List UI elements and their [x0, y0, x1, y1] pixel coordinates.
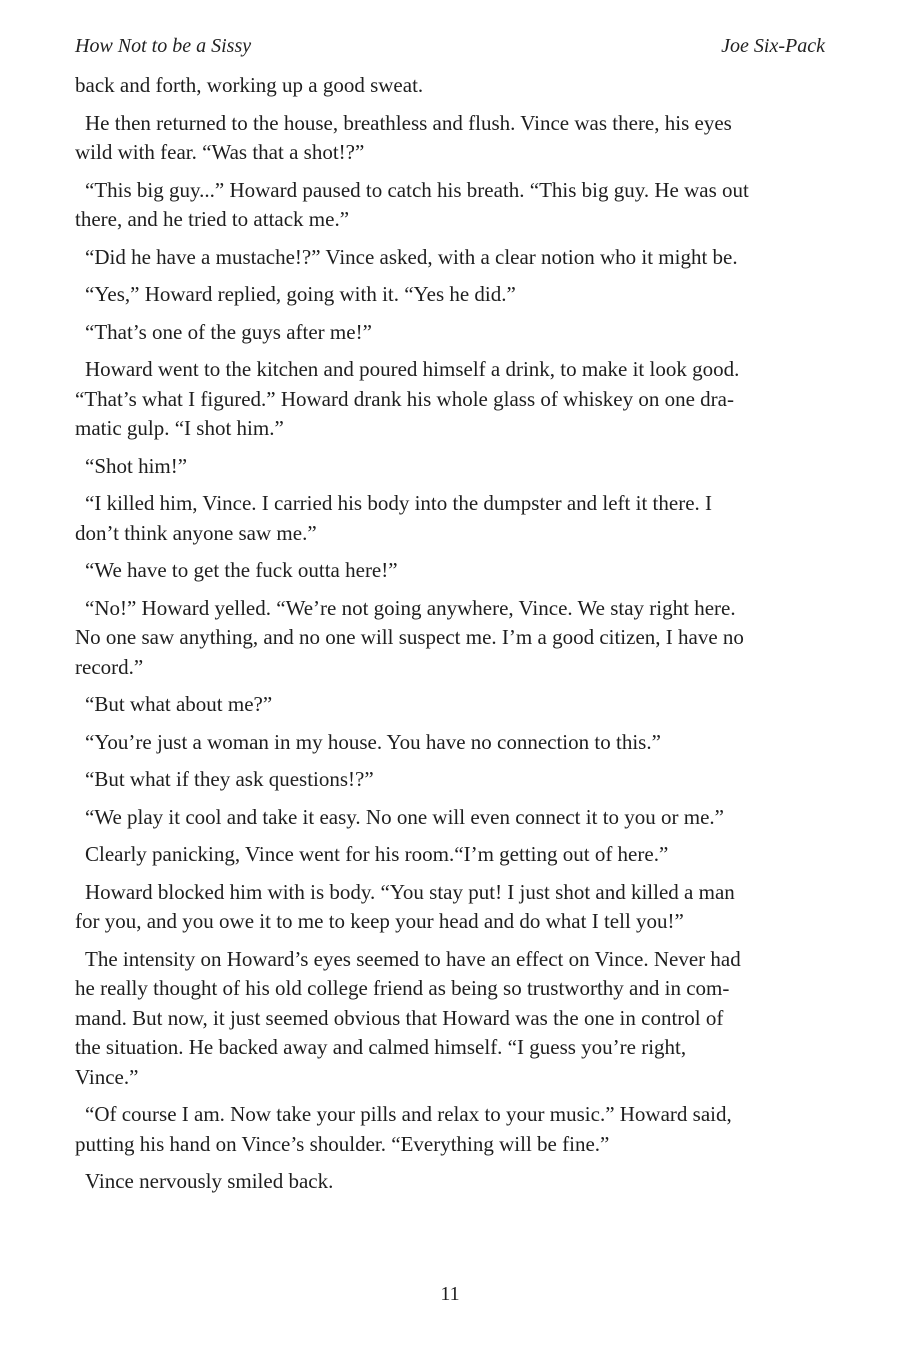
text-line: He then returned to the house, breathless and flush. Vince was there, his eyes [85, 110, 732, 135]
paragraph [75, 243, 827, 273]
text-line: “We play it cool and take it easy. No one will even connect it to you or me.” [85, 804, 724, 829]
text-line: there, and he tried to attack me.” [75, 207, 350, 231]
text-line: “No!” Howard yelled. “We’re not going anywhere, Vince. We stay right here. [85, 595, 736, 620]
paragraph [75, 556, 827, 586]
paragraph [75, 840, 827, 870]
text-line: “I killed him, Vince. I carried his body into the dumpster and left it there. I [85, 491, 713, 515]
text-line: “But what if they ask questions!?” [85, 767, 374, 791]
text-line: don’t think anyone saw me.” [75, 520, 317, 545]
text-line: “You’re just a woman in my house. You have no connection to this.” [85, 729, 661, 754]
text-line: The intensity on Howard’s eyes seemed to have an effect on Vince. Never had [85, 946, 741, 971]
paragraph [75, 109, 827, 168]
text-line: putting his hand on Vince’s shoulder. “Everything will be fine.” [75, 1131, 610, 1156]
paragraph [75, 318, 827, 348]
text-line: Vince nervously smiled back. [85, 1169, 334, 1193]
text-line: “That’s one of the guys after me!” [85, 319, 372, 344]
text-line: record.” [75, 654, 144, 679]
paragraph [75, 690, 827, 720]
text-line: No one saw anything, and no one will suspect me. I’m a good citizen, I have no [75, 625, 744, 649]
text-line: matic gulp. “I shot him.” [75, 416, 284, 440]
text-line: mand. But now, it just seemed obvious that Howard was the one in control of [75, 1005, 724, 1030]
book-title: How Not to be a Sissy [75, 35, 252, 57]
text-line: “That’s what I figured.” Howard drank his whole glass of whiskey on one dra- [75, 386, 734, 411]
running-head [75, 34, 825, 58]
text-line: back and forth, working up a good sweat. [75, 73, 424, 97]
text-line: Howard blocked him with is body. “You stay put! I just shot and killed a man [85, 879, 735, 904]
paragraph [75, 1100, 827, 1159]
paragraph [75, 803, 827, 833]
text-line: “Yes,” Howard replied, going with it. “Yes he did.” [85, 282, 516, 306]
text-line: Clearly panicking, Vince went for his room.“I’m getting out of here.” [85, 842, 669, 866]
text-line: “But what about me?” [85, 692, 273, 716]
text-line: “Of course I am. Now take your pills and relax to your music.” Howard said, [85, 1102, 732, 1126]
text-line: “This big guy...” Howard paused to catch his breath. “This big guy. He was out [85, 177, 749, 202]
paragraph [75, 594, 827, 683]
paragraph [75, 280, 827, 310]
paragraph [75, 452, 827, 482]
text-line: Howard went to the kitchen and poured himself a drink, to make it look good. [85, 357, 740, 381]
text-line: he really thought of his old college friend as being so trustworthy and in com- [75, 976, 730, 1000]
text-line: the situation. He backed away and calmed himself. “I guess you’re right, [75, 1035, 687, 1059]
text-line: “Did he have a mustache!?” Vince asked, with a clear notion who it might be. [85, 244, 738, 269]
paragraph [75, 945, 827, 1093]
paragraph [75, 176, 827, 235]
author-name: Joe Six-Pack [721, 35, 825, 57]
page-body [75, 71, 827, 1205]
text-line: Vince.” [75, 1064, 139, 1089]
paragraph [75, 1167, 827, 1197]
page-footer [0, 1283, 900, 1306]
paragraph [75, 489, 827, 548]
paragraph [75, 71, 827, 101]
paragraph [75, 355, 827, 444]
paragraph [75, 878, 827, 937]
paragraph [75, 728, 827, 758]
page-number: 11 [440, 1283, 460, 1305]
text-line: for you, and you owe it to me to keep your head and do what I tell you!” [75, 909, 684, 933]
text-line: “Shot him!” [85, 453, 188, 478]
text-line: “We have to get the fuck outta here!” [85, 558, 398, 582]
text-line: wild with fear. “Was that a shot!?” [75, 140, 365, 164]
paragraph [75, 765, 827, 795]
